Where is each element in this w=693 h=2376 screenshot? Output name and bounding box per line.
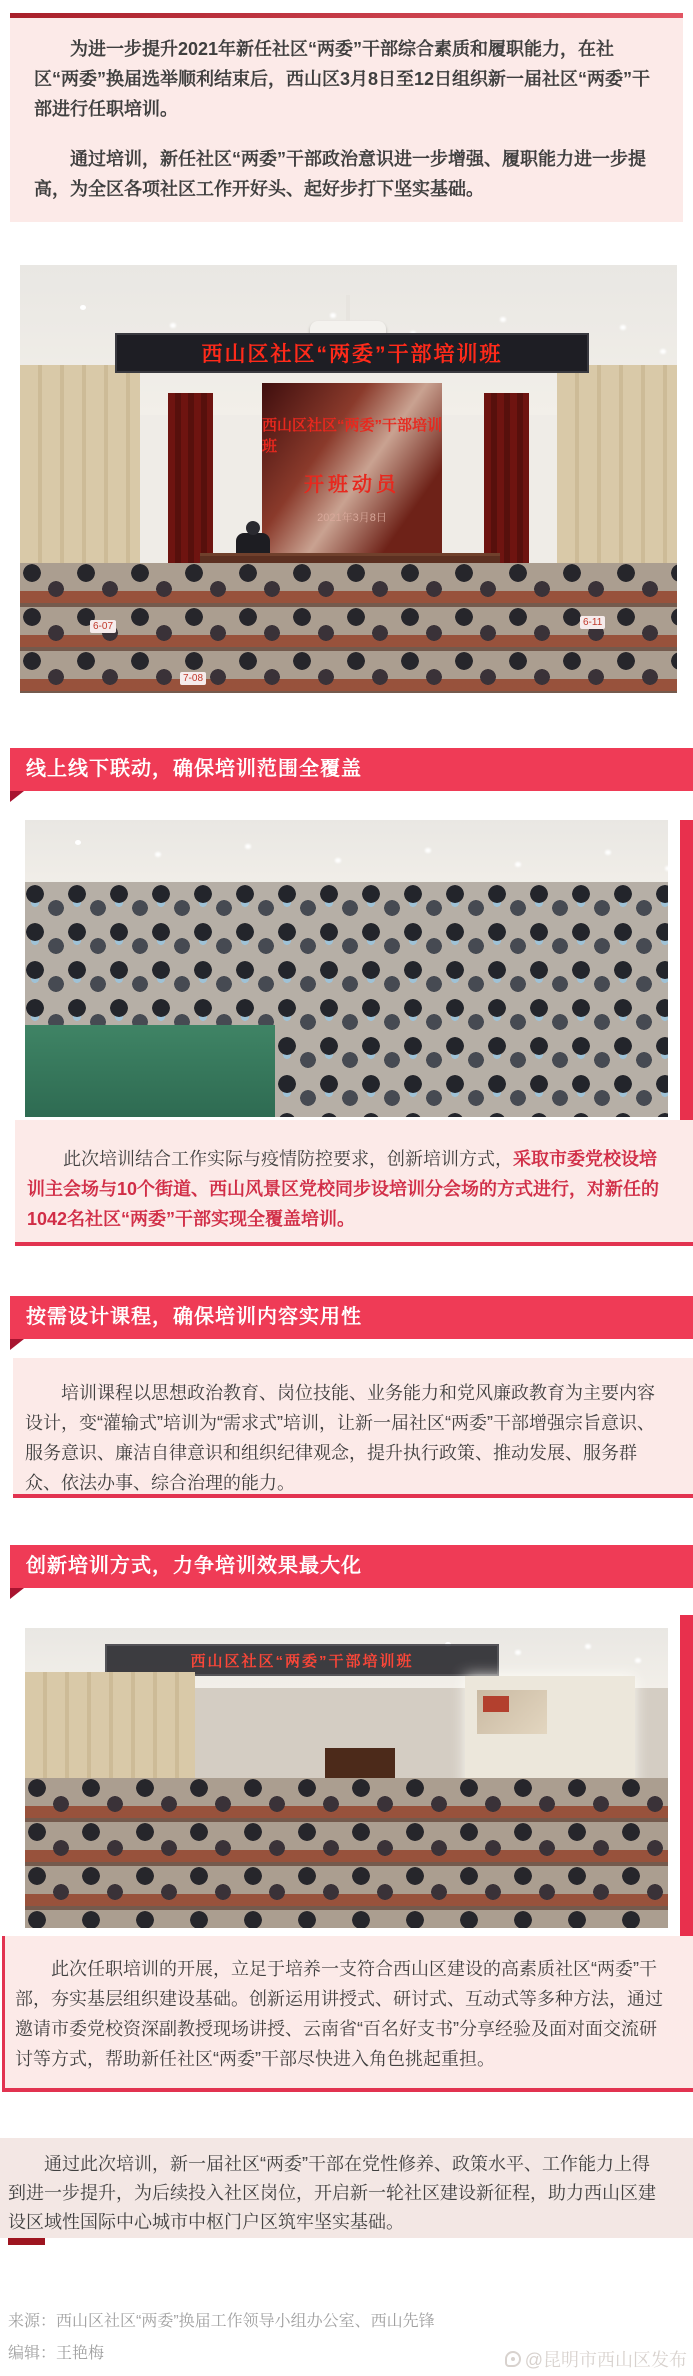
section3-banner-label: 创新培训方式，力争培训效果最大化 (26, 1555, 362, 1577)
section1-banner-fold (10, 791, 24, 802)
section1-banner-label: 线上线下联动，确保培训范围全覆盖 (26, 758, 362, 780)
watermark (505, 2346, 687, 2372)
section1-banner (10, 748, 693, 791)
intro-paragraph-1: 为进一步提升2021年新任社区“两委”干部综合素质和履职能力，在社区“两委”换届选举顺利结束后，西山区3月8日至12日组织新一届社区“两委”干部进行任职培训。 (34, 39, 651, 119)
intro-paragraph-2: 通过培训，新任社区“两委”干部政治意识进一步增强、履职能力进一步提高，为全区各项社区工作开好头、起好步打下坚实基础。 (34, 149, 646, 199)
section2-paragraph-box (13, 1358, 693, 1498)
photo1-led-text: 西山区社区“两委”干部培训班 (201, 343, 503, 366)
intro-card (10, 18, 683, 222)
photo3-audience-crowd (25, 1778, 668, 1928)
photo1-curtain-right (484, 393, 529, 565)
photo2-green-table (25, 1025, 275, 1117)
section2-banner-label: 按需设计课程，确保培训内容实用性 (26, 1306, 362, 1328)
photo1-projection-screen (262, 383, 442, 555)
watermark-text: @昆明市西山区发布 (524, 2350, 687, 2370)
conclusion-accent-bar (8, 2238, 45, 2245)
section1-paragraph-box (15, 1120, 693, 1246)
seat-tag: 7-08 (180, 672, 206, 685)
seat-tag: 6-07 (90, 620, 116, 633)
photo3-projection-screen (465, 1676, 635, 1794)
section1-paragraph (27, 1144, 671, 1234)
photo1-ceiling-lights (80, 305, 86, 310)
editor-line: 编辑：王艳梅 (8, 2345, 105, 2362)
section2-banner-fold (10, 1339, 24, 1350)
section2-banner (10, 1296, 693, 1339)
photo-lecture-classroom[interactable] (25, 1628, 668, 1928)
photo-branch-venue-crowd[interactable] (25, 820, 668, 1117)
photo-opening-ceremony[interactable] (20, 265, 677, 693)
photo1-curtain-left (168, 393, 213, 565)
photo1-wood-wall-left (20, 365, 140, 565)
conclusion-paragraph: 通过此次培训，新一届社区“两委”干部在党性修养、政策水平、工作能力上得到进一步提升，为后续投入社区岗位，开启新一轮社区建设新征程，助力西山区建设区域性国际中心城市中枢门户区筑牢坚实基础。 (8, 2154, 656, 2232)
seat-tag: 6-11 (580, 616, 605, 629)
section2-paragraph: 培训课程以思想政治教育、岗位技能、业务能力和党风廉政教育为主要内容设计，变“灌输式”培训为“需求式”培训，让新一届社区“两委”干部增强宗旨意识、服务意识、廉洁自律意识和组织纪律观念，提升执行政策、推动发展、服务群众、依法办事、综合治理的能力。 (25, 1383, 655, 1493)
photo3-led-text: 西山区社区“两委”干部培训班 (190, 1652, 414, 1670)
photo1-wood-wall-right (557, 365, 677, 565)
conclusion-block (0, 2138, 693, 2238)
photo1-speaker (236, 533, 270, 555)
section1-paragraph-normal: 此次培训结合工作实际与疫情防控要求，创新培训方式， (63, 1149, 513, 1169)
photo2-ceiling-lights (75, 840, 81, 845)
section3-banner (10, 1545, 693, 1588)
photo1-slide-date: 2021年3月8日 (317, 511, 387, 524)
photo1-led-banner (115, 333, 589, 373)
photo3-slide-graphic (477, 1690, 547, 1734)
photo1-slide-title: 西山区社区“两委”干部培训班 (262, 416, 443, 455)
weibo-icon (505, 2351, 521, 2367)
source-line: 来源：西山区社区“两委”换届工作领导小组办公室、西山先锋 (8, 2313, 435, 2330)
section3-paragraph-box (2, 1936, 693, 2092)
photo1-slide-subtitle: 开班动员 (304, 473, 400, 496)
section3-banner-fold (10, 1588, 24, 1599)
section1-paragraph-highlight: 采取市委党校设培训主会场与10个街道、西山风景区党校同步设培训分会场的方式进行，对新任的1042名社区“两委”干部实现全覆盖培训。 (27, 1149, 660, 1229)
photo1-audience-crowd (20, 563, 677, 693)
section3-paragraph: 此次任职培训的开展，立足于培养一支符合西山区建设的高素质社区“两委”干部，夯实基层组织建设基础。创新运用讲授式、研讨式、互动式等多种方法，通过邀请市委党校资深副教授现场讲授、云南省“百名好支书”分享经验及面对面交流研讨等方式，帮助新任社区“两委”干部尽快进入角色挑起重担。 (15, 1959, 663, 2069)
